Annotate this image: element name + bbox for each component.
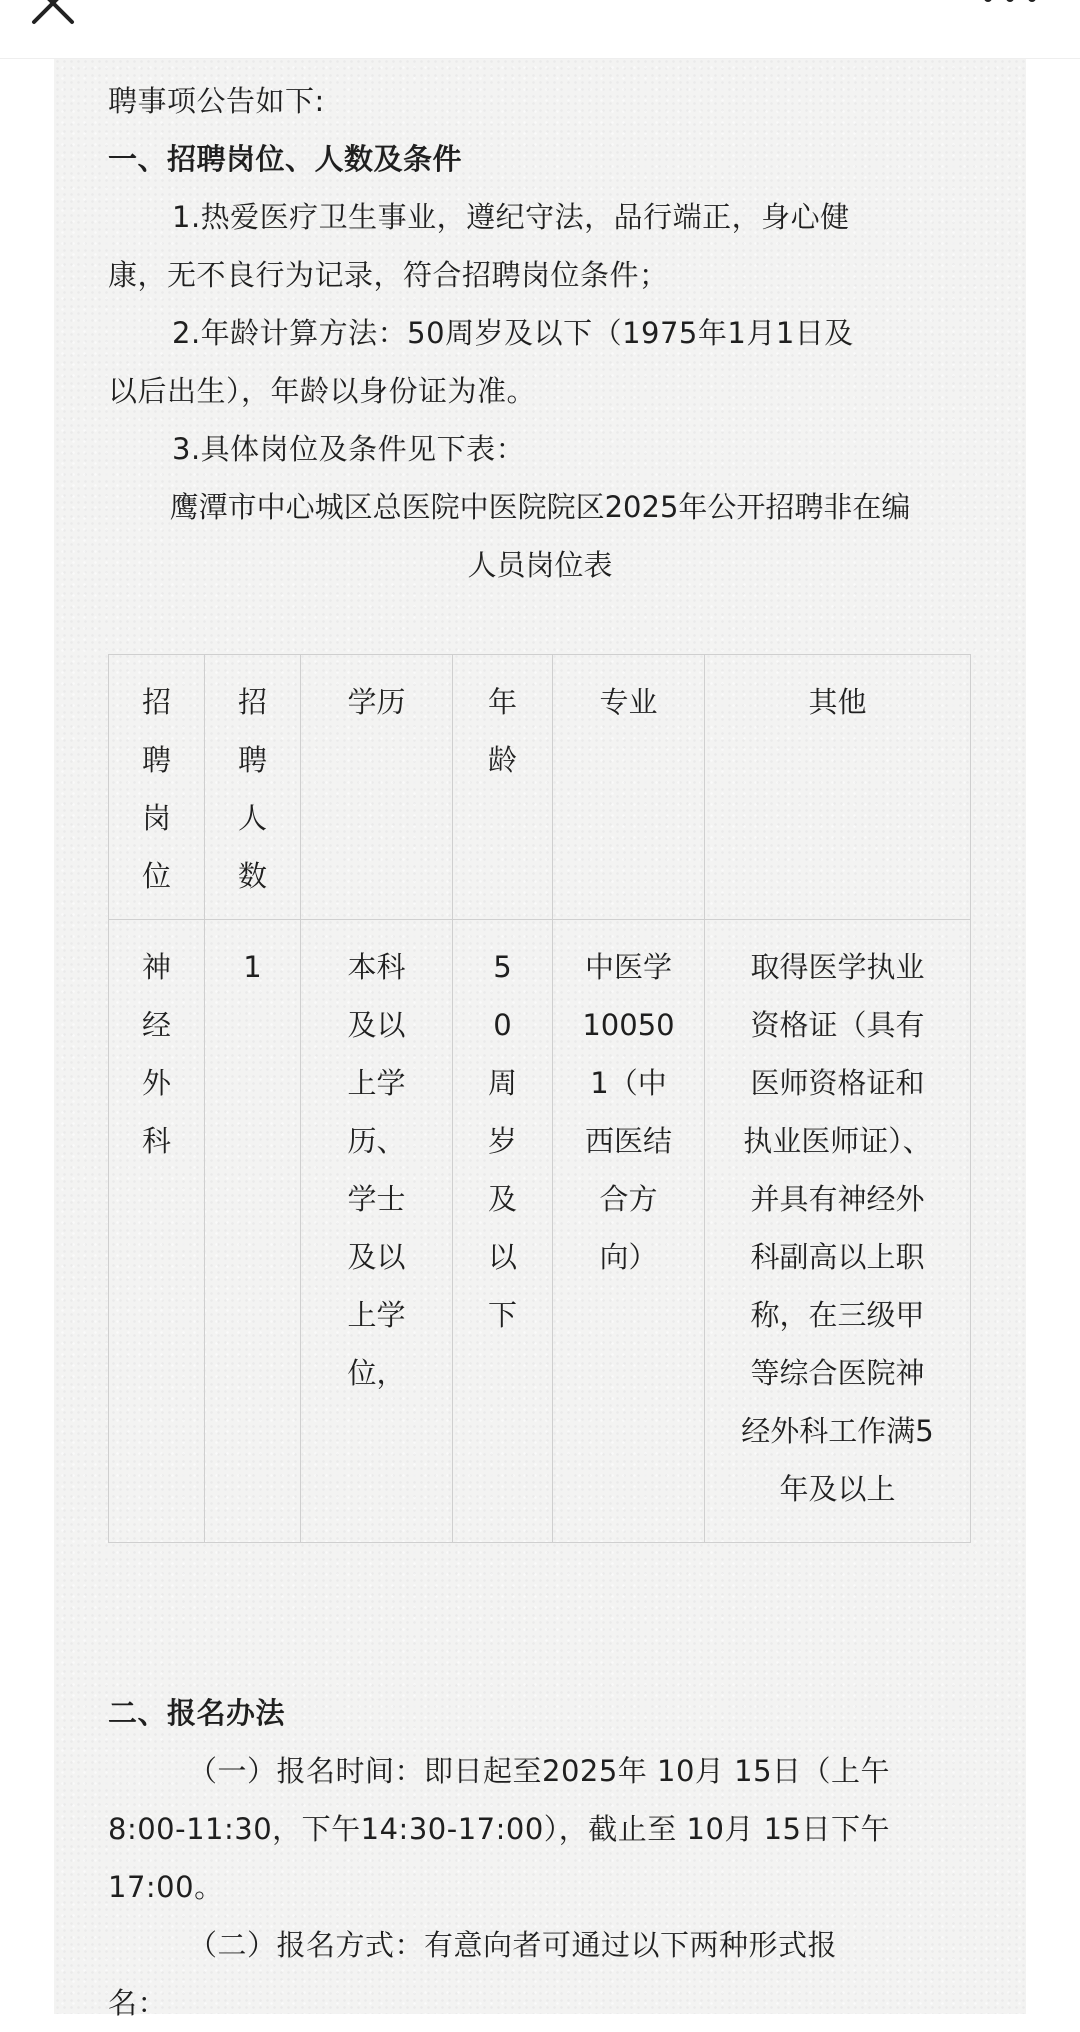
item2-line1: 2.年龄计算方法：50周岁及以下（1975年1月1日及 [172, 316, 854, 350]
item1-line2: 康，无不良行为记录，符合招聘岗位条件； [108, 258, 669, 292]
table-cell-count: 1 [205, 920, 301, 1543]
reg-time-line2: 8:00-11:30，下午14:30-17:00），截止至 10月 15日下午 [108, 1812, 891, 1846]
table-header-cell: 学历 [301, 655, 453, 920]
top-bar [0, 0, 1080, 59]
job-table [108, 654, 971, 1543]
close-icon[interactable] [28, 0, 78, 28]
table-header-cell: 专业 [553, 655, 705, 920]
reg-method-line1: （二）报名方式：有意向者可通过以下两种形式报 [188, 1928, 838, 1962]
table-header-row [109, 655, 971, 920]
section1-title: 一、招聘岗位、人数及条件 [108, 142, 463, 176]
table-cell-position: 神经外科 [109, 920, 205, 1543]
table-cell-other: 取得医学执业资格证（具有医师资格证和执业医师证）、并具有神经外科副高以上职称，在三级甲等综合医院神经外科工作满5年及以上 [705, 920, 971, 1543]
table-row [109, 920, 971, 1543]
table-cell-major: 中医学100501（中西医结合方向） [553, 920, 705, 1543]
table-title-line2: 人员岗位表 [467, 548, 613, 582]
table-header-cell: 其他 [705, 655, 971, 920]
reg-method-line2: 名： [108, 1986, 168, 2020]
section2-title: 二、报名办法 [108, 1696, 286, 1730]
intro-text: 聘事项公告如下: [108, 84, 325, 118]
table-header-cell: 招聘岗位 [109, 655, 205, 920]
table-header-cell: 年龄 [453, 655, 553, 920]
table-title-line1: 鹰潭市中心城区总医院中医院院区2025年公开招聘非在编 [169, 490, 911, 524]
table-cell-education: 本科及以上学历、学士及以上学位， [301, 920, 453, 1543]
more-icon[interactable] [980, 0, 1040, 8]
table-cell-age: 50周岁及以下 [453, 920, 553, 1543]
item1-line1: 1.热爱医疗卫生事业，遵纪守法，品行端正，身心健 [172, 200, 850, 234]
item3-text: 3.具体岗位及条件见下表： [172, 432, 526, 466]
reg-time-line3: 17:00。 [108, 1870, 224, 1904]
reg-time-line1: （一）报名时间：即日起至2025年 10月 15日（上午 [188, 1754, 891, 1788]
item2-line2: 以后出生），年龄以身份证为准。 [108, 374, 537, 408]
table-header-cell: 招聘人数 [205, 655, 301, 920]
